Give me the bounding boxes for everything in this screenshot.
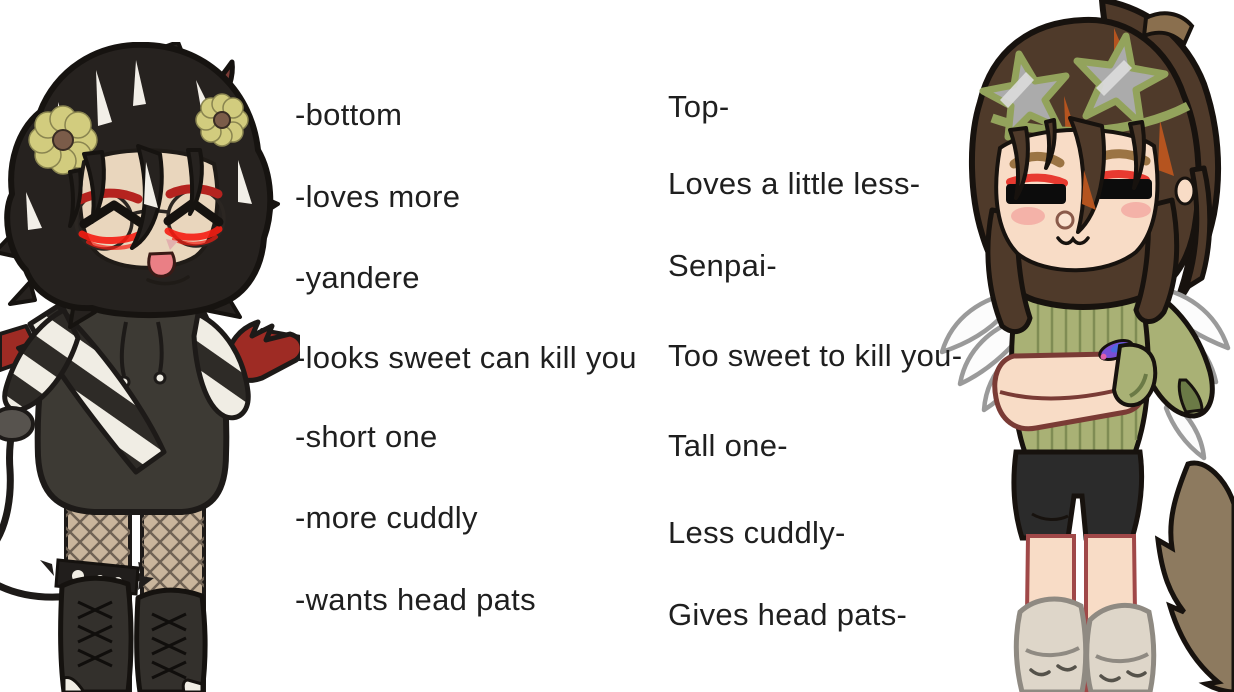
right-trait: Loves a little less- (668, 166, 921, 201)
left-trait: -wants head pats (295, 582, 536, 617)
right-character-shorts (1014, 452, 1142, 538)
ear (1176, 178, 1194, 204)
left-character-head (0, 42, 278, 327)
right-flower-icon (196, 94, 248, 146)
right-character-nose (1057, 212, 1073, 228)
left-trait: -more cuddly (295, 500, 478, 535)
right-character-tail (1158, 463, 1234, 692)
sleeve-cuff (1114, 345, 1155, 405)
right-trait: Too sweet to kill you- (668, 338, 963, 373)
right-trait: Gives head pats- (668, 597, 908, 632)
right-trait: Less cuddly- (668, 515, 846, 550)
right-trait: Top- (668, 89, 730, 124)
left-character-illustration (0, 42, 300, 692)
right-trait: Tall one- (668, 428, 788, 463)
left-trait: -bottom (295, 97, 403, 132)
left-trait: -yandere (295, 260, 420, 295)
left-character-boots (61, 578, 205, 692)
left-trait: -loves more (295, 179, 461, 214)
left-trait: -short one (295, 419, 438, 454)
right-trait: Senpai- (668, 248, 777, 283)
right-character (934, 0, 1234, 692)
right-character-illustration (934, 0, 1234, 692)
left-trait: -looks sweet can kill you (295, 340, 637, 375)
left-character (0, 42, 300, 692)
